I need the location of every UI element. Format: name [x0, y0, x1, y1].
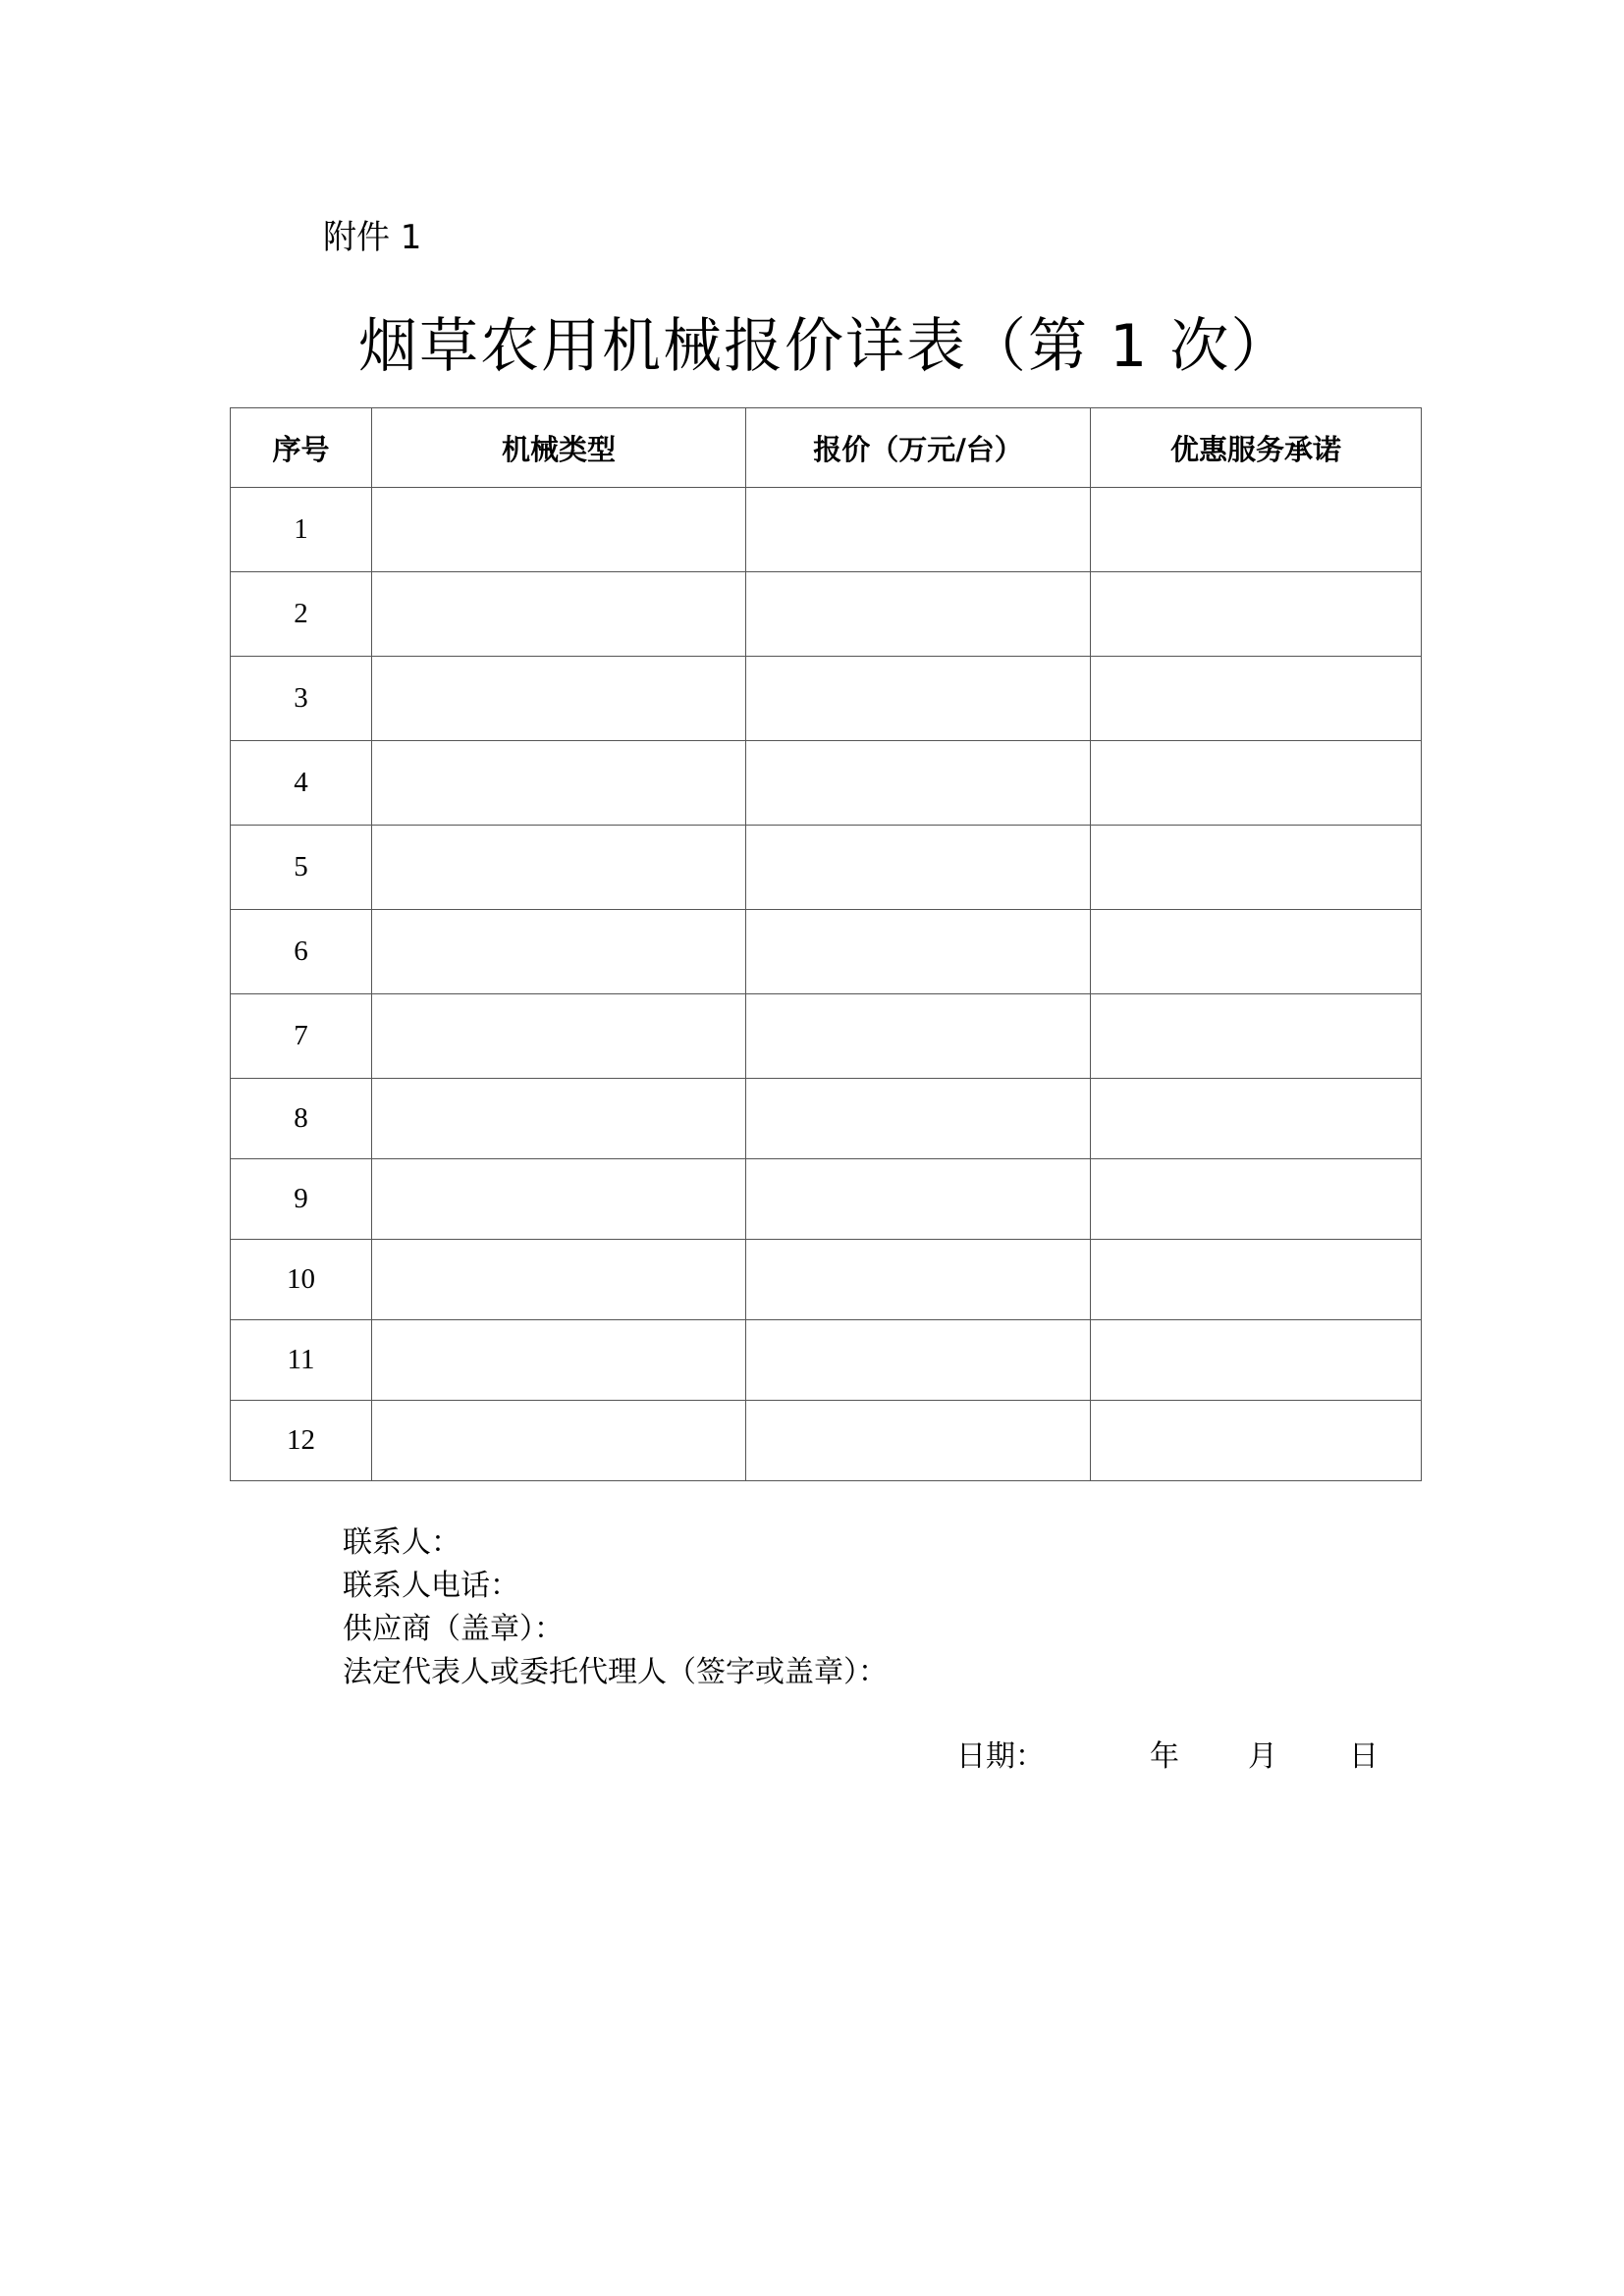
price-cell[interactable]: [746, 741, 1091, 826]
machine-type-cell[interactable]: [372, 1240, 746, 1320]
date-year-label: 年: [1150, 1739, 1179, 1774]
price-cell[interactable]: [746, 572, 1091, 657]
table-row: [231, 1320, 1422, 1401]
machine-type-cell[interactable]: [372, 1320, 746, 1401]
row-index: 2: [231, 572, 372, 657]
promise-cell[interactable]: [1091, 1159, 1422, 1240]
row-index: 8: [231, 1079, 372, 1159]
promise-cell[interactable]: [1091, 1240, 1422, 1320]
contact-phone-label: 联系人电话：: [343, 1569, 519, 1603]
machine-type-cell[interactable]: [372, 910, 746, 994]
promise-cell[interactable]: [1091, 741, 1422, 826]
table-row: [231, 994, 1422, 1079]
price-cell[interactable]: [746, 488, 1091, 572]
table-row: [231, 1159, 1422, 1240]
row-index: 6: [231, 910, 372, 994]
header-promise: 优惠服务承诺: [1091, 408, 1422, 488]
row-index: 7: [231, 994, 372, 1079]
price-cell[interactable]: [746, 1401, 1091, 1481]
price-cell[interactable]: [746, 994, 1091, 1079]
row-index: 4: [231, 741, 372, 826]
promise-cell[interactable]: [1091, 910, 1422, 994]
row-index: 12: [231, 1401, 372, 1481]
price-cell[interactable]: [746, 1320, 1091, 1401]
row-index: 5: [231, 826, 372, 910]
price-cell[interactable]: [746, 657, 1091, 741]
row-index: 9: [231, 1159, 372, 1240]
machine-type-cell[interactable]: [372, 572, 746, 657]
promise-cell[interactable]: [1091, 1320, 1422, 1401]
price-cell[interactable]: [746, 826, 1091, 910]
date-month-label: 月: [1248, 1739, 1277, 1774]
machine-type-cell[interactable]: [372, 741, 746, 826]
table-row: [231, 910, 1422, 994]
table-row: [231, 657, 1422, 741]
attachment-label: 附件 1: [323, 218, 422, 257]
promise-cell[interactable]: [1091, 826, 1422, 910]
machine-type-cell[interactable]: [372, 657, 746, 741]
row-index: 1: [231, 488, 372, 572]
machine-type-cell[interactable]: [372, 488, 746, 572]
promise-cell[interactable]: [1091, 572, 1422, 657]
table-row: [231, 1401, 1422, 1481]
promise-cell[interactable]: [1091, 1401, 1422, 1481]
promise-cell[interactable]: [1091, 1079, 1422, 1159]
machine-type-cell[interactable]: [372, 1079, 746, 1159]
row-index: 11: [231, 1320, 372, 1401]
table-row: [231, 1079, 1422, 1159]
table-row: [231, 1240, 1422, 1320]
promise-cell[interactable]: [1091, 657, 1422, 741]
supplier-seal-label: 供应商（盖章）：: [343, 1612, 564, 1646]
promise-cell[interactable]: [1091, 994, 1422, 1079]
table-row: [231, 741, 1422, 826]
price-cell[interactable]: [746, 910, 1091, 994]
row-index: 10: [231, 1240, 372, 1320]
row-index: 3: [231, 657, 372, 741]
contact-info-block: [343, 1522, 888, 1694]
table-row: [231, 572, 1422, 657]
machine-type-cell[interactable]: [372, 826, 746, 910]
contact-person-label: 联系人：: [343, 1525, 460, 1560]
table-row: [231, 488, 1422, 572]
price-cell[interactable]: [746, 1079, 1091, 1159]
header-price: 报价（万元/台）: [746, 408, 1091, 488]
price-cell[interactable]: [746, 1240, 1091, 1320]
table-header-row: [231, 408, 1422, 488]
price-cell[interactable]: [746, 1159, 1091, 1240]
machine-type-cell[interactable]: [372, 1159, 746, 1240]
machine-type-cell[interactable]: [372, 1401, 746, 1481]
header-machine-type: 机械类型: [372, 408, 746, 488]
date-label: 日期：: [956, 1739, 1045, 1774]
date-day-label: 日: [1349, 1739, 1379, 1774]
header-index: 序号: [231, 408, 372, 488]
document-title: 烟草农用机械报价详表（第 1 次）: [358, 312, 1292, 381]
quote-table: [230, 407, 1422, 1481]
promise-cell[interactable]: [1091, 488, 1422, 572]
table-row: [231, 826, 1422, 910]
machine-type-cell[interactable]: [372, 994, 746, 1079]
legal-representative-label: 法定代表人或委托代理人（签字或盖章）：: [343, 1655, 888, 1689]
